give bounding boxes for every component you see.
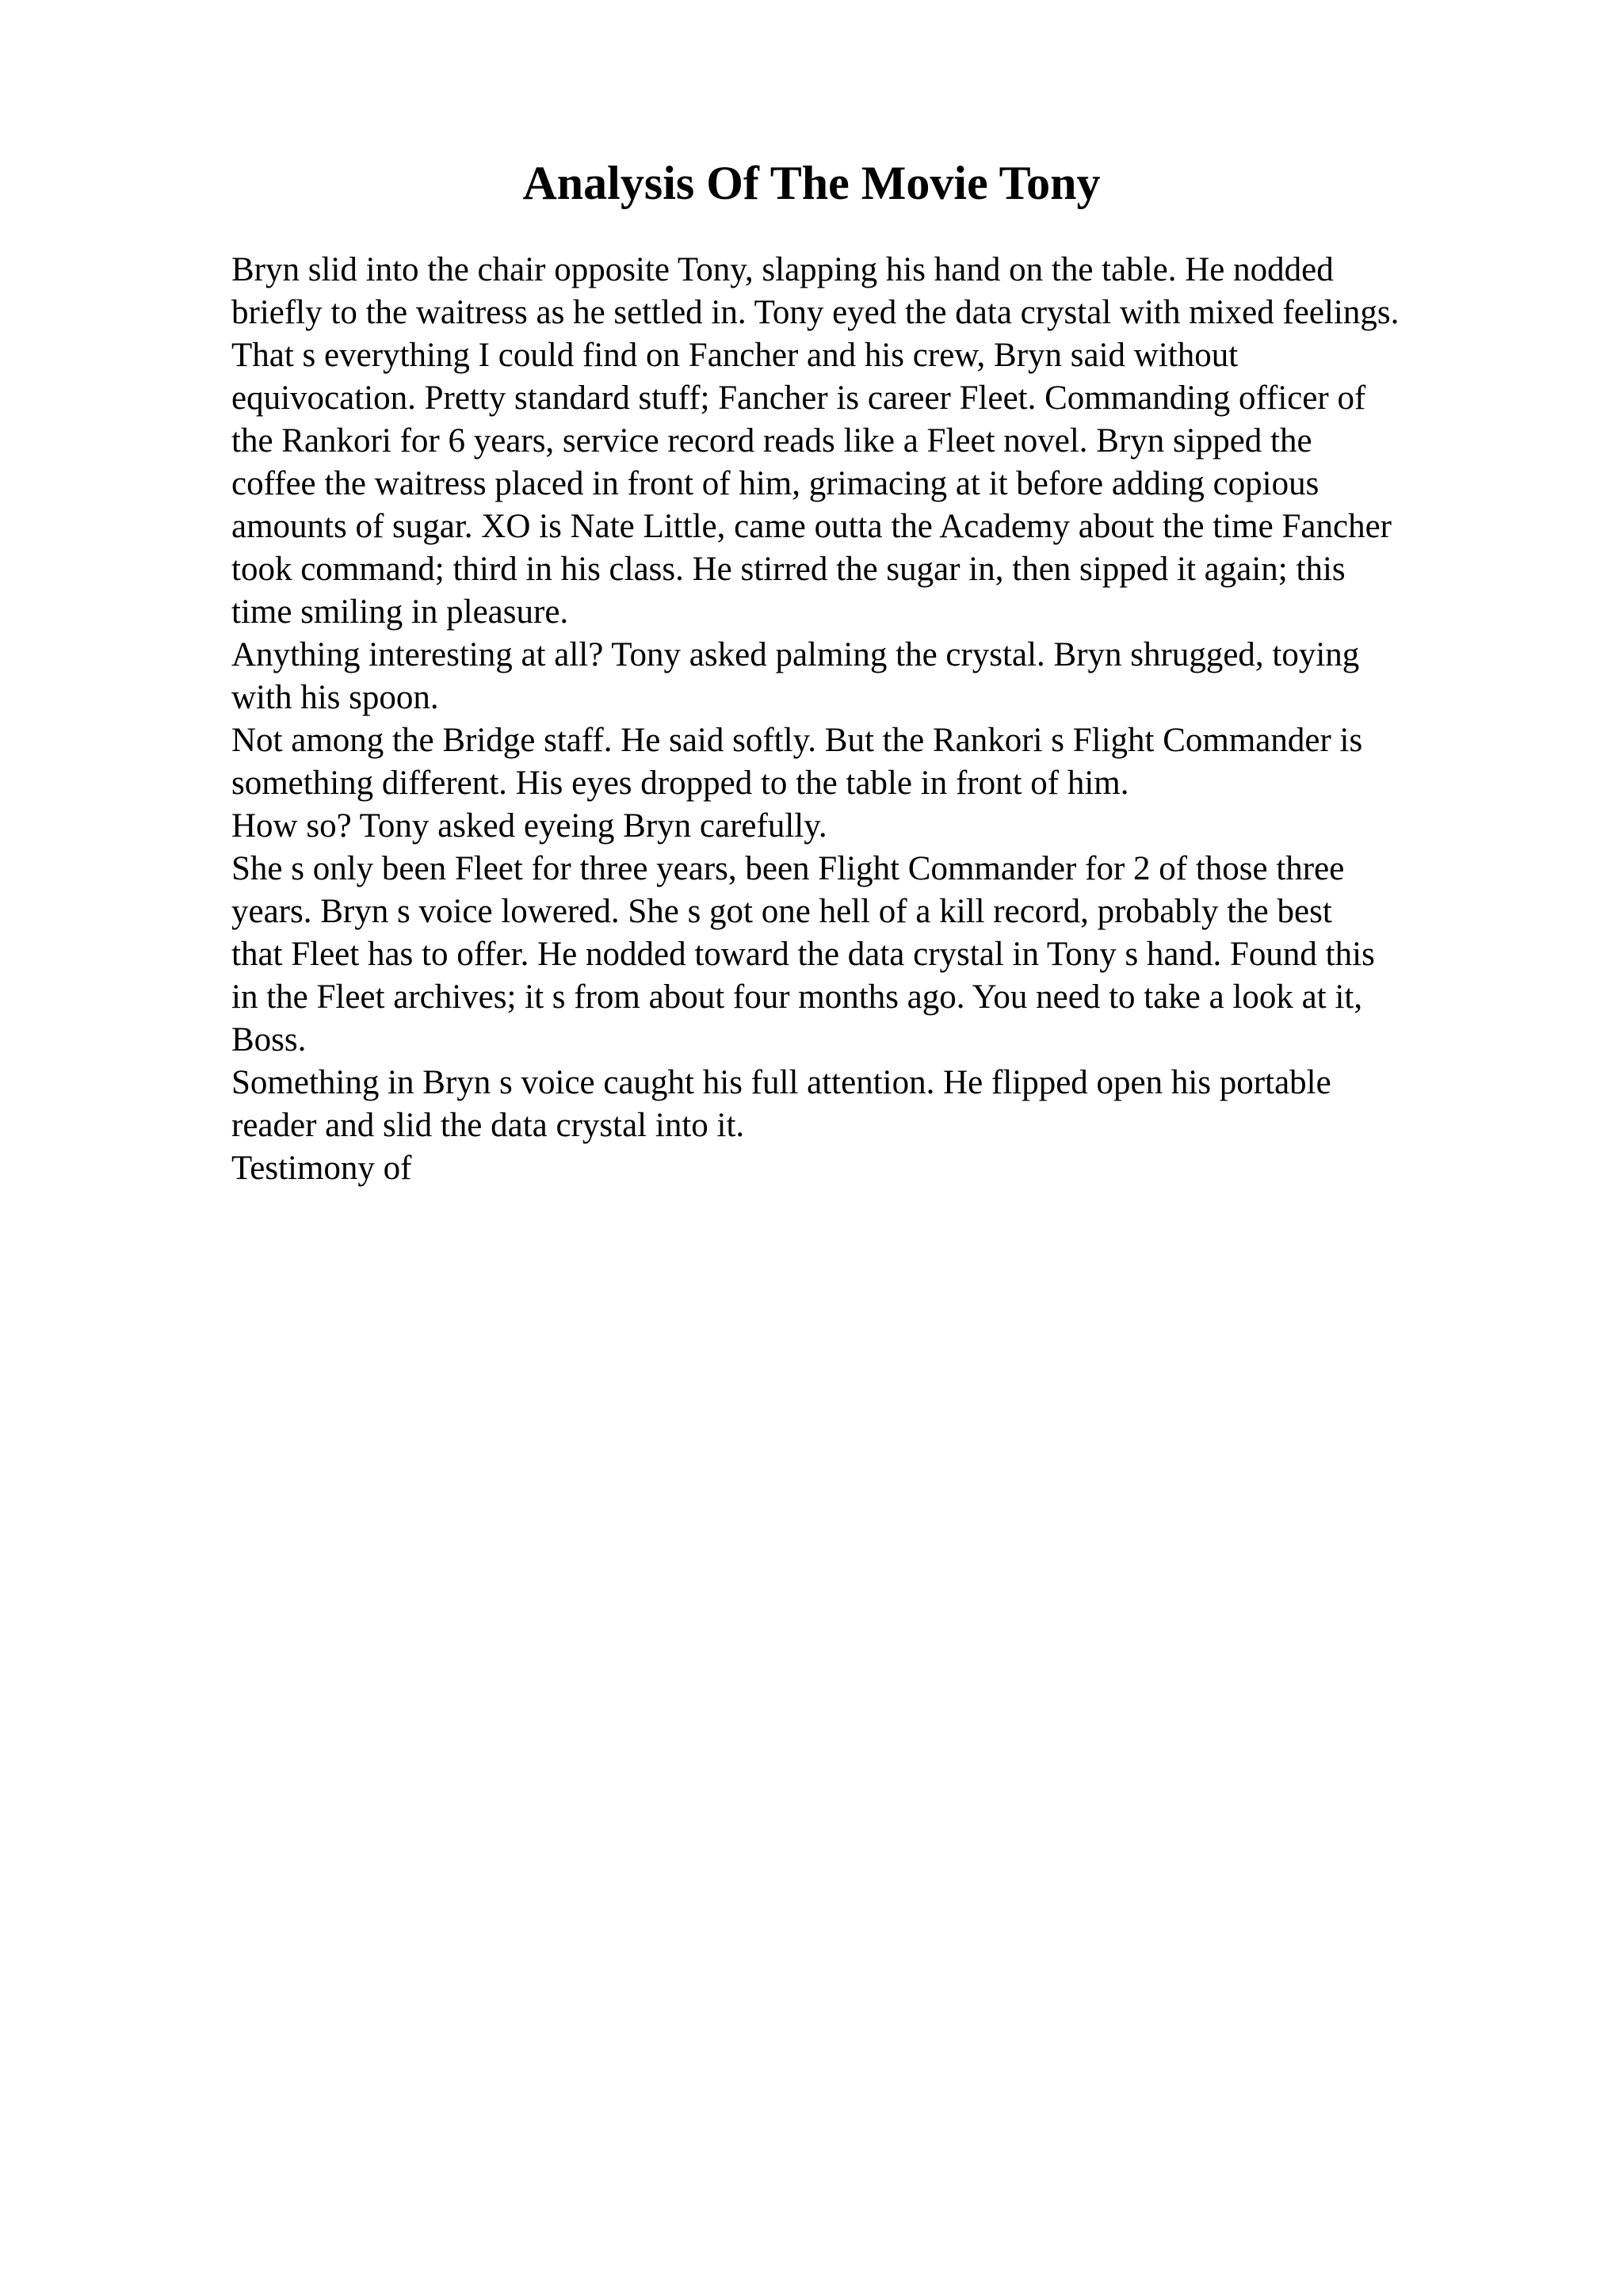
body-line: amounts of sugar. XO is Nate Little, came outta the Academy about the time Fancher: [231, 508, 1392, 545]
body-line: Anything interesting at all? Tony asked palming the crystal. Bryn shrugged, toying: [231, 636, 1360, 673]
body-line: years. Bryn s voice lowered. She s got one hell of a kill record, probably the best: [231, 893, 1332, 930]
body-line: reader and slid the data crystal into it.: [231, 1107, 745, 1144]
body-line: in the Fleet archives; it s from about four months ago. You need to take a look at it,: [231, 978, 1363, 1016]
body-line: briefly to the waitress as he settled in. Tony eyed the data crystal with mixed feelings.: [231, 294, 1400, 331]
body-line: coffee the waitress placed in front of him, grimacing at it before adding copious: [231, 465, 1319, 502]
body-line: equivocation. Pretty standard stuff; Fancher is career Fleet. Commanding officer of: [231, 379, 1366, 417]
body-line: something different. His eyes dropped to the table in front of him.: [231, 765, 1129, 802]
body-line: Not among the Bridge staff. He said softly. But the Rankori s Flight Commander is: [231, 722, 1363, 759]
body-line: that Fleet has to offer. He nodded toward the data crystal in Tony s hand. Found this: [231, 936, 1375, 973]
body-line: time smiling in pleasure.: [231, 593, 569, 631]
document-title: Analysis Of The Movie Tony: [522, 157, 1101, 209]
body-line: That s everything I could find on Fancher and his crew, Bryn said without: [231, 337, 1239, 374]
body-line: the Rankori for 6 years, service record reads like a Fleet novel. Bryn sipped the: [231, 422, 1312, 460]
body-line: Bryn slid into the chair opposite Tony, slapping his hand on the table. He nodded: [231, 251, 1334, 288]
body-line: Something in Bryn s voice caught his full attention. He flipped open his portable: [231, 1064, 1331, 1101]
body-line: took command; third in his class. He stirred the sugar in, then sipped it again; this: [231, 551, 1346, 588]
body-line: Testimony of: [231, 1150, 412, 1187]
document-body: [231, 249, 1515, 1190]
body-line: She s only been Fleet for three years, been Flight Commander for 2 of those three: [231, 850, 1345, 887]
body-line: with his spoon.: [231, 679, 439, 716]
body-line: Boss.: [231, 1021, 307, 1058]
body-line: How so? Tony asked eyeing Bryn carefully.: [231, 807, 827, 845]
